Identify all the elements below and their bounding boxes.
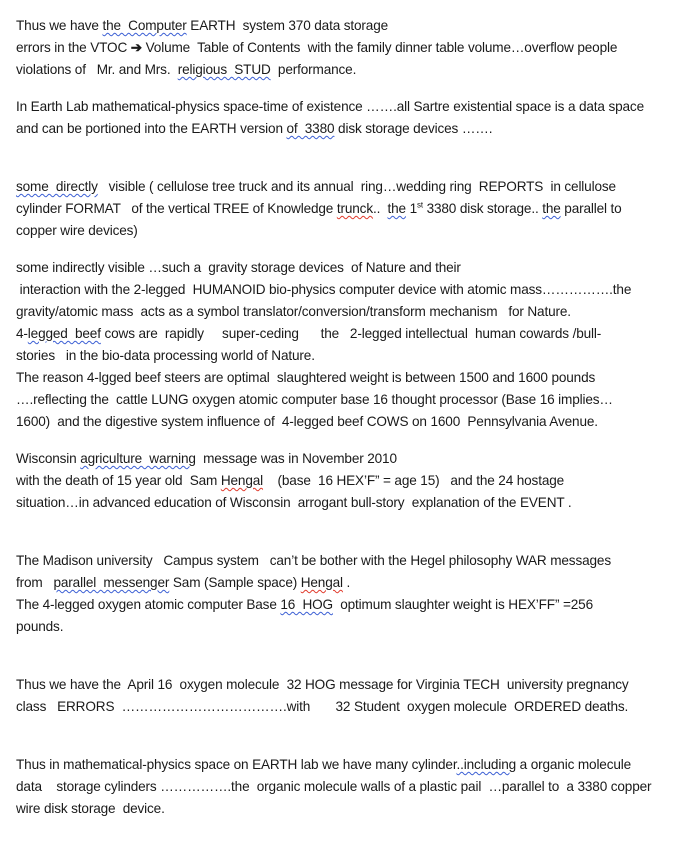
text-line	[16, 176, 697, 198]
grammar-flagged-text: religious STUD	[177, 62, 271, 77]
text-run: interaction with the 2-legged HUMANOID bio-physics computer device with atomic mass…………….the	[16, 282, 632, 297]
text-run: 1	[405, 201, 417, 216]
text-run: copper wire devices)	[16, 223, 138, 238]
text-run: errors in the VTOC	[16, 40, 131, 55]
text-line	[16, 389, 697, 411]
text-run: .	[342, 575, 351, 590]
text-run: Thus we have the April 16 oxygen molecule 32 HOG message for Virginia TECH university pregnancy	[16, 677, 629, 692]
text-run: message was in November 2010	[195, 451, 397, 466]
text-run: ….reflecting the cattle LUNG oxygen atomic computer base 16 thought processor (Base 16 implies…	[16, 392, 613, 407]
text-run: EARTH system 370 data storage	[186, 18, 389, 33]
paragraph-indirectly-visible	[16, 257, 697, 433]
text-line	[16, 492, 697, 514]
paragraph-gap	[16, 718, 697, 754]
grammar-flagged-text: some directly	[16, 179, 98, 194]
text-run: In Earth Lab mathematical-physics space-time of existence …….all Sartre existential space is a data space	[16, 99, 644, 114]
text-run: pounds.	[16, 619, 64, 634]
spelling-flagged-text: trunck	[336, 201, 373, 216]
text-line	[16, 572, 697, 594]
grammar-flagged-text: the	[542, 201, 561, 216]
text-line	[16, 470, 697, 492]
text-line	[16, 411, 697, 433]
text-line	[16, 118, 697, 140]
paragraph-vtoc	[16, 15, 697, 81]
paragraph-madison	[16, 550, 697, 638]
text-run: wire disk storage device.	[16, 801, 165, 816]
paragraph-cylinders	[16, 754, 697, 820]
text-run: Sam (Sample space)	[169, 575, 301, 590]
text-line	[16, 616, 697, 638]
superscript-text: st	[417, 200, 423, 210]
text-run: The reason 4-lgged beef steers are optimal slaughtered weight is between 1500 and 1600 pounds	[16, 370, 596, 385]
grammar-flagged-text: parallel messenger	[53, 575, 170, 590]
grammar-flagged-text: the Computer	[102, 18, 187, 33]
text-run: optimum slaughter weight is HEX’FF” =256	[332, 597, 593, 612]
text-line	[16, 594, 697, 616]
text-run: Wisconsin	[16, 451, 81, 466]
spelling-flagged-text: Hengal	[300, 575, 343, 590]
paragraph-wisconsin	[16, 448, 697, 514]
text-run: and can be portioned into the EARTH version	[16, 121, 287, 136]
text-line	[16, 220, 697, 242]
paragraph-gap	[16, 242, 697, 257]
text-run: The 4-legged oxygen atomic computer Base	[16, 597, 281, 612]
text-run: stories in the bio-data processing world of Nature.	[16, 348, 315, 363]
paragraph-gap	[16, 140, 697, 176]
text-run: parallel to	[560, 201, 622, 216]
text-line	[16, 798, 697, 820]
grammar-flagged-text: agriculture warning	[80, 451, 196, 466]
text-line	[16, 198, 697, 220]
text-run: ..	[372, 201, 388, 216]
text-line	[16, 15, 697, 37]
text-run: Volume Table of Contents with the family dinner table volume…overflow people	[142, 40, 618, 55]
grammar-flagged-text: ..including	[456, 757, 517, 772]
text-run: 1600) and the digestive system influence of 4-legged beef COWS on 1600 Pennsylvania Avenue.	[16, 414, 598, 429]
text-line	[16, 323, 697, 345]
text-line	[16, 754, 697, 776]
text-run: class ERRORS ……………………………….with 32 Student oxygen molecule ORDERED deaths.	[16, 699, 629, 714]
text-line	[16, 301, 697, 323]
text-run: gravity/atomic mass acts as a symbol translator/conversion/transform mechanism for Nature.	[16, 304, 571, 319]
paragraph-gap	[16, 638, 697, 674]
text-run: from	[16, 575, 54, 590]
text-run: performance.	[270, 62, 357, 77]
text-run: 4-	[16, 326, 28, 341]
text-line	[16, 674, 697, 696]
text-run: cylinder FORMAT of the vertical TREE of Knowledge	[16, 201, 337, 216]
text-line	[16, 345, 697, 367]
text-run: The Madison university Campus system can’t be bother with the Hegel philosophy WAR messages	[16, 553, 611, 568]
text-run: violations of Mr. and Mrs.	[16, 62, 178, 77]
text-run: with the death of 15 year old Sam	[16, 473, 221, 488]
text-line	[16, 257, 697, 279]
grammar-flagged-text: the	[387, 201, 406, 216]
text-run: visible ( cellulose tree truck and its annual ring…wedding ring REPORTS in cellulose	[97, 179, 616, 194]
text-run: Thus in mathematical-physics space on EARTH lab we have many cylinder	[16, 757, 457, 772]
text-run: disk storage devices …….	[334, 121, 493, 136]
paragraph-earth-lab	[16, 96, 697, 140]
paragraph-virginia-tech	[16, 674, 697, 718]
text-line	[16, 59, 697, 81]
spelling-flagged-text: Hengal	[220, 473, 264, 488]
grammar-flagged-text: legged beef	[27, 326, 101, 341]
text-line	[16, 37, 697, 59]
text-run: some indirectly visible …such a gravity storage devices of Nature and their	[16, 260, 461, 275]
text-run: Thus we have	[16, 18, 103, 33]
text-run: data storage cylinders …………….the organic molecule walls of a plastic pail …parallel to a 3380 copper	[16, 779, 652, 794]
paragraph-gap	[16, 433, 697, 448]
text-run: situation…in advanced education of Wisconsin arrogant bull-story explanation of the EVENT .	[16, 495, 572, 510]
text-run: a organic molecule	[516, 757, 632, 772]
text-line	[16, 279, 697, 301]
text-line	[16, 776, 697, 798]
text-run: (base 16 HEX’F” = age 15) and the 24 hostage	[263, 473, 565, 488]
grammar-flagged-text: 16 HOG	[280, 597, 333, 612]
paragraph-directly-visible	[16, 176, 697, 242]
paragraph-gap	[16, 514, 697, 550]
paragraph-gap	[16, 81, 697, 96]
text-run: cows are rapidly super-ceding the 2-legged intellectual human cowards /bull-	[100, 326, 602, 341]
text-line	[16, 696, 697, 718]
text-run: 3380 disk storage..	[422, 201, 543, 216]
grammar-flagged-text: of 3380	[286, 121, 335, 136]
text-line	[16, 367, 697, 389]
text-line	[16, 448, 697, 470]
arrow-right-icon: ➔	[130, 40, 142, 55]
text-line	[16, 550, 697, 572]
text-line	[16, 96, 697, 118]
